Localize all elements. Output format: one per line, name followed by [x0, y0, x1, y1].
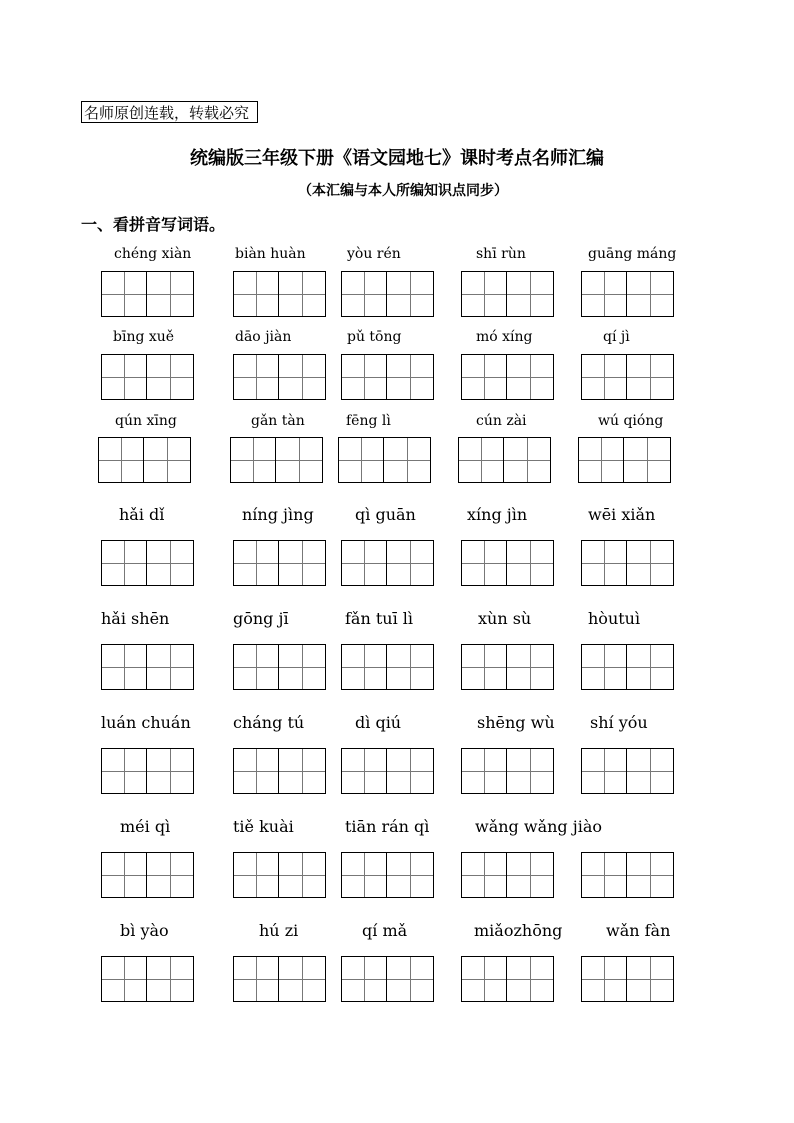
tianzige-box[interactable] [387, 644, 434, 690]
tianzige-box[interactable] [98, 437, 144, 483]
pinyin-label: yòu rén [347, 246, 401, 262]
tianzige-box[interactable] [461, 852, 507, 898]
tianzige-box[interactable] [387, 748, 434, 794]
tianzige-box[interactable] [507, 540, 554, 586]
tianzige-box[interactable] [627, 540, 674, 586]
tianzige-box[interactable] [101, 748, 147, 794]
tianzige-box[interactable] [458, 437, 504, 483]
tianzige-box[interactable] [581, 956, 627, 1002]
pinyin-label: guāng máng [588, 246, 677, 262]
pinyin-label: bīng xuě [113, 329, 175, 345]
writing-boxes [461, 748, 554, 794]
tianzige-box[interactable] [147, 748, 194, 794]
pinyin-label: cháng tú [233, 713, 305, 732]
writing-boxes [230, 437, 323, 483]
tianzige-box[interactable] [147, 956, 194, 1002]
tianzige-box[interactable] [341, 852, 387, 898]
pinyin-label: tiě kuài [233, 817, 294, 836]
writing-boxes [98, 437, 191, 483]
tianzige-box[interactable] [627, 748, 674, 794]
writing-boxes [341, 540, 434, 586]
pinyin-label: dì qiú [355, 713, 402, 732]
tianzige-box[interactable] [578, 437, 624, 483]
writing-boxes [461, 956, 554, 1002]
pinyin-label: pǔ tōng [347, 329, 402, 345]
pinyin-label: cún zài [476, 413, 527, 429]
pinyin-label: shī rùn [476, 246, 526, 262]
page-title: 统编版三年级下册《语文园地七》课时考点名师汇编 [190, 148, 604, 169]
tianzige-box[interactable] [233, 354, 279, 400]
tianzige-box[interactable] [507, 644, 554, 690]
tianzige-box[interactable] [230, 437, 276, 483]
pinyin-label: tiān rán qì [345, 817, 430, 836]
tianzige-box[interactable] [507, 956, 554, 1002]
writing-boxes [341, 852, 434, 898]
pinyin-label: hòutuì [588, 609, 641, 628]
tianzige-box[interactable] [624, 437, 671, 483]
tianzige-box[interactable] [507, 748, 554, 794]
writing-boxes [461, 354, 554, 400]
writing-boxes [581, 540, 674, 586]
pinyin-label: biàn huàn [235, 246, 306, 262]
tianzige-box[interactable] [581, 540, 627, 586]
writing-boxes [461, 540, 554, 586]
writing-boxes [461, 644, 554, 690]
pinyin-label: méi qì [120, 817, 171, 836]
writing-boxes [461, 271, 554, 317]
writing-boxes [458, 437, 551, 483]
tianzige-box[interactable] [507, 271, 554, 317]
pinyin-label: níng jìng [242, 505, 314, 524]
pinyin-label: hǎi shēn [101, 609, 170, 628]
writing-boxes [581, 956, 674, 1002]
pinyin-label: hú zi [259, 921, 299, 940]
pinyin-label: wú qióng [598, 413, 664, 429]
tianzige-box[interactable] [581, 852, 627, 898]
writing-boxes [581, 644, 674, 690]
tianzige-box[interactable] [147, 644, 194, 690]
writing-boxes [101, 748, 194, 794]
tianzige-box[interactable] [279, 956, 326, 1002]
writing-boxes [341, 748, 434, 794]
tianzige-box[interactable] [147, 852, 194, 898]
pinyin-label: shēng wù [477, 713, 555, 732]
pinyin-label: xíng jìn [467, 505, 528, 524]
tianzige-box[interactable] [461, 271, 507, 317]
writing-boxes [233, 354, 326, 400]
pinyin-label: bì yào [120, 921, 169, 940]
tianzige-box[interactable] [147, 354, 194, 400]
writing-boxes [341, 354, 434, 400]
pinyin-label: qún xīng [115, 413, 177, 429]
pinyin-label: qì guān [355, 505, 416, 524]
pinyin-label: gōng jī [233, 609, 289, 628]
pinyin-label: dāo jiàn [235, 329, 292, 345]
section-heading: 一、看拼音写词语。 [81, 215, 226, 234]
tianzige-box[interactable] [341, 354, 387, 400]
writing-boxes [101, 271, 194, 317]
writing-boxes [233, 956, 326, 1002]
pinyin-label: qí mǎ [362, 921, 408, 940]
tianzige-box[interactable] [387, 271, 434, 317]
tianzige-box[interactable] [461, 644, 507, 690]
pinyin-label: wǎn fàn [606, 921, 671, 940]
writing-boxes [581, 271, 674, 317]
tianzige-box[interactable] [279, 748, 326, 794]
writing-boxes [338, 437, 431, 483]
writing-boxes [341, 271, 434, 317]
copyright-stamp: 名师原创连载，转载必究 [81, 101, 258, 123]
writing-boxes [341, 956, 434, 1002]
writing-boxes [101, 540, 194, 586]
writing-boxes [581, 748, 674, 794]
writing-boxes [233, 644, 326, 690]
writing-boxes [341, 644, 434, 690]
tianzige-box[interactable] [101, 540, 147, 586]
writing-boxes [581, 852, 674, 898]
tianzige-box[interactable] [101, 956, 147, 1002]
tianzige-box[interactable] [507, 354, 554, 400]
writing-boxes [233, 748, 326, 794]
tianzige-box[interactable] [101, 852, 147, 898]
tianzige-box[interactable] [461, 748, 507, 794]
tianzige-box[interactable] [461, 540, 507, 586]
pinyin-label: wēi xiǎn [588, 505, 656, 524]
tianzige-box[interactable] [233, 748, 279, 794]
tianzige-box[interactable] [384, 437, 431, 483]
pinyin-label: qí jì [603, 329, 630, 345]
tianzige-box[interactable] [101, 354, 147, 400]
page-subtitle: （本汇编与本人所编知识点同步） [298, 183, 508, 199]
tianzige-box[interactable] [279, 540, 326, 586]
tianzige-box[interactable] [461, 354, 507, 400]
tianzige-box[interactable] [341, 540, 387, 586]
tianzige-box[interactable] [507, 852, 554, 898]
pinyin-label: wǎng wǎng jiào [475, 817, 602, 836]
tianzige-box[interactable] [627, 271, 674, 317]
tianzige-box[interactable] [338, 437, 384, 483]
tianzige-box[interactable] [233, 644, 279, 690]
tianzige-box[interactable] [279, 271, 326, 317]
tianzige-box[interactable] [279, 852, 326, 898]
writing-boxes [578, 437, 671, 483]
tianzige-box[interactable] [147, 540, 194, 586]
tianzige-box[interactable] [461, 956, 507, 1002]
tianzige-box[interactable] [233, 540, 279, 586]
tianzige-box[interactable] [341, 644, 387, 690]
pinyin-label: fǎn tuī lì [345, 609, 414, 628]
tianzige-box[interactable] [233, 271, 279, 317]
tianzige-box[interactable] [144, 437, 191, 483]
tianzige-box[interactable] [387, 540, 434, 586]
writing-boxes [581, 354, 674, 400]
tianzige-box[interactable] [276, 437, 323, 483]
tianzige-box[interactable] [627, 956, 674, 1002]
tianzige-box[interactable] [581, 354, 627, 400]
pinyin-label: xùn sù [478, 609, 532, 628]
tianzige-box[interactable] [101, 644, 147, 690]
tianzige-box[interactable] [233, 956, 279, 1002]
tianzige-box[interactable] [627, 852, 674, 898]
pinyin-label: mó xíng [476, 329, 533, 345]
tianzige-box[interactable] [101, 271, 147, 317]
tianzige-box[interactable] [581, 271, 627, 317]
pinyin-label: shí yóu [590, 713, 648, 732]
pinyin-label: chéng xiàn [114, 246, 192, 262]
pinyin-label: hǎi dǐ [119, 505, 165, 524]
tianzige-box[interactable] [279, 354, 326, 400]
tianzige-box[interactable] [581, 748, 627, 794]
pinyin-label: gǎn tàn [251, 413, 305, 429]
pinyin-label: fēng lì [346, 413, 391, 429]
tianzige-box[interactable] [627, 644, 674, 690]
pinyin-label: luán chuán [101, 713, 191, 732]
tianzige-box[interactable] [233, 852, 279, 898]
tianzige-box[interactable] [581, 644, 627, 690]
writing-boxes [233, 540, 326, 586]
tianzige-box[interactable] [341, 748, 387, 794]
tianzige-box[interactable] [147, 271, 194, 317]
writing-boxes [101, 644, 194, 690]
writing-boxes [461, 852, 554, 898]
tianzige-box[interactable] [627, 354, 674, 400]
tianzige-box[interactable] [387, 354, 434, 400]
pinyin-label: miǎozhōng [474, 921, 563, 940]
tianzige-box[interactable] [387, 956, 434, 1002]
writing-boxes [101, 354, 194, 400]
tianzige-box[interactable] [341, 956, 387, 1002]
writing-boxes [233, 852, 326, 898]
writing-boxes [233, 271, 326, 317]
tianzige-box[interactable] [387, 852, 434, 898]
writing-boxes [101, 852, 194, 898]
writing-boxes [101, 956, 194, 1002]
tianzige-box[interactable] [341, 271, 387, 317]
tianzige-box[interactable] [504, 437, 551, 483]
tianzige-box[interactable] [279, 644, 326, 690]
